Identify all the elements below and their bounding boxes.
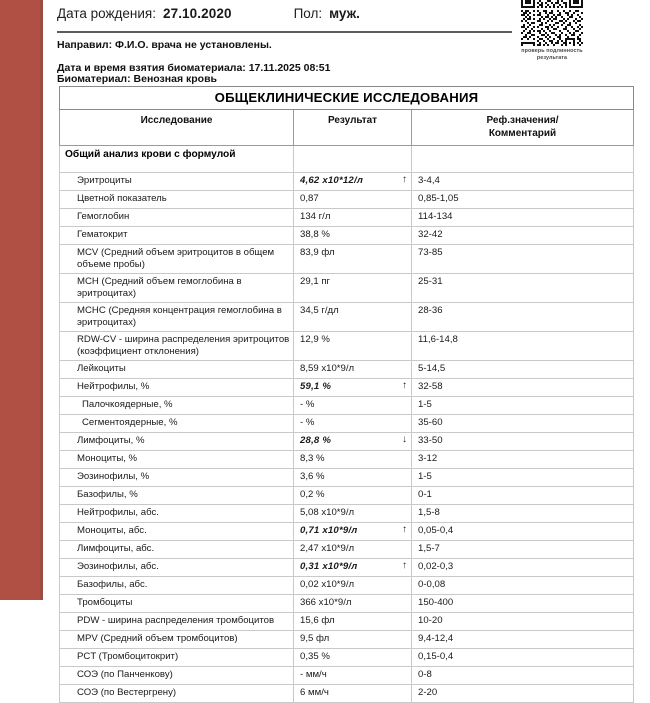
row-result-text: 4,62 x10*12/л (300, 175, 363, 186)
row-reference-range: 0-8 (412, 666, 634, 684)
row-reference-range: 28-36 (412, 302, 634, 331)
sample-type-line: Биоматериал: Венозная кровь (57, 73, 217, 85)
table-row (60, 648, 634, 666)
row-reference-range: 11,6-14,8 (412, 331, 634, 360)
column-header-result: Результат (294, 110, 412, 146)
qr-verification-block[interactable] (514, 0, 590, 63)
row-study-name: MCV (Средний объем эритроцитов в общем объеме пробы) (60, 245, 294, 274)
row-result-value (294, 594, 412, 612)
table-title-row (60, 87, 634, 110)
row-reference-range: 3-4,4 (412, 173, 634, 191)
row-result-text: 0,2 % (300, 488, 325, 500)
section-header-row (60, 146, 634, 173)
row-reference-range: 2-20 (412, 684, 634, 702)
row-study-name: Лейкоциты (60, 360, 294, 378)
table-row (60, 173, 634, 191)
row-study-name: Моноциты, абс. (60, 522, 294, 540)
table-row (60, 576, 634, 594)
patient-header-line (57, 6, 507, 21)
row-result-text: 38,8 % (300, 229, 330, 240)
row-result-value (294, 360, 412, 378)
section-header-label: Общий анализ крови с формулой (60, 146, 294, 173)
row-result-value (294, 486, 412, 504)
row-result-value (294, 378, 412, 396)
row-result-text: 0,31 x10*9/л (300, 560, 358, 572)
table-row (60, 209, 634, 227)
row-result-text: 0,02 x10*9/л (300, 578, 355, 590)
row-study-name: Моноциты, % (60, 450, 294, 468)
row-reference-range: 32-58 (412, 378, 634, 396)
table-row (60, 522, 634, 540)
row-result-text: 12,9 % (300, 333, 330, 345)
row-result-text: 8,3 % (300, 452, 325, 464)
row-result-value (294, 245, 412, 274)
row-result-text: - % (300, 398, 315, 410)
row-study-name: Лимфоциты, % (60, 432, 294, 450)
row-result-value (294, 648, 412, 666)
row-reference-range: 0,15-0,4 (412, 648, 634, 666)
qr-caption-line-1: проверь подлинность (521, 48, 583, 54)
table-row (60, 468, 634, 486)
arrow-down-icon: ↓ (402, 433, 407, 445)
row-study-name: Эозинофилы, % (60, 468, 294, 486)
referring-doctor-line: Направил: Ф.И.О. врача не установлены. (57, 39, 272, 51)
row-result-text: 83,9 фл (300, 247, 335, 258)
patient-header (57, 6, 507, 21)
row-result-text: 0,35 % (300, 650, 330, 662)
row-study-name: Гематокрит (60, 227, 294, 245)
report-content (43, 0, 650, 698)
arrow-up-icon: ↑ (402, 379, 407, 391)
row-study-name: Гемоглобин (60, 209, 294, 227)
column-header-study: Исследование (60, 110, 294, 146)
row-study-name: Базофилы, % (60, 486, 294, 504)
row-result-value (294, 666, 412, 684)
row-study-name: Цветной показатель (60, 191, 294, 209)
row-reference-range: 0-0,08 (412, 576, 634, 594)
row-result-text: - мм/ч (300, 668, 327, 680)
table-row (60, 302, 634, 331)
row-result-value (294, 540, 412, 558)
row-result-value (294, 209, 412, 227)
row-study-name: MCH (Средний объем гемоглобина в эритроцитах) (60, 273, 294, 302)
table-row (60, 666, 634, 684)
sex-label: Пол: (293, 6, 323, 21)
row-result-value (294, 227, 412, 245)
table-row (60, 432, 634, 450)
row-result-value (294, 414, 412, 432)
table-row (60, 273, 634, 302)
column-header-reference-line-1: Реф.значения/ (486, 115, 559, 126)
table-row (60, 396, 634, 414)
table-row (60, 191, 634, 209)
row-study-name: Лимфоциты, абс. (60, 540, 294, 558)
row-study-name: СОЭ (по Вестергрену) (60, 684, 294, 702)
row-result-value (294, 432, 412, 450)
table-row (60, 414, 634, 432)
row-reference-range: 10-20 (412, 612, 634, 630)
row-reference-range: 0,05-0,4 (412, 522, 634, 540)
arrow-up-icon: ↑ (402, 174, 407, 185)
row-reference-range: 0,02-0,3 (412, 558, 634, 576)
table-row (60, 331, 634, 360)
row-result-value (294, 558, 412, 576)
row-result-text: 9,5 фл (300, 632, 330, 644)
row-result-text: 3,6 % (300, 470, 325, 482)
results-table (59, 86, 634, 703)
row-study-name: Эозинофилы, абс. (60, 558, 294, 576)
table-row (60, 504, 634, 522)
row-reference-range: 1-5 (412, 468, 634, 486)
column-header-reference (412, 110, 634, 146)
table-row (60, 630, 634, 648)
row-study-name: PDW - ширина распределения тромбоцитов (60, 612, 294, 630)
table-title: ОБЩЕКЛИНИЧЕСКИЕ ИССЛЕДОВАНИЯ (60, 87, 634, 110)
dob-label: Дата рождения: (57, 6, 156, 21)
row-result-value (294, 191, 412, 209)
table-row (60, 684, 634, 702)
qr-caption-line-2: результата (536, 55, 568, 62)
table-row (60, 594, 634, 612)
row-study-name: MPV (Средний объем тромбоцитов) (60, 630, 294, 648)
row-result-text: 8,59 x10*9/л (300, 362, 355, 374)
row-reference-range: 0,85-1,05 (412, 191, 634, 209)
row-reference-range: 150-400 (412, 594, 634, 612)
row-study-name: Эритроциты (60, 173, 294, 191)
row-study-name: Нейтрофилы, % (60, 378, 294, 396)
row-reference-range: 35-60 (412, 414, 634, 432)
row-study-name: Палочкоядерные, % (60, 396, 294, 414)
row-reference-range: 3-12 (412, 450, 634, 468)
row-reference-range: 32-42 (412, 227, 634, 245)
table-row (60, 378, 634, 396)
row-result-text: 6 мм/ч (300, 686, 329, 698)
row-result-value (294, 331, 412, 360)
row-result-value (294, 504, 412, 522)
row-study-name: Нейтрофилы, абс. (60, 504, 294, 522)
row-result-value (294, 576, 412, 594)
table-row (60, 245, 634, 274)
row-reference-range: 1-5 (412, 396, 634, 414)
row-result-value (294, 468, 412, 486)
table-row (60, 486, 634, 504)
row-result-text: 134 г/л (300, 211, 331, 222)
qr-caption (514, 48, 590, 63)
column-header-reference-line-2: Комментарий (488, 127, 557, 139)
row-result-value (294, 273, 412, 302)
row-result-text: 5,08 x10*9/л (300, 506, 355, 518)
row-result-text: - % (300, 416, 315, 428)
row-reference-range: 25-31 (412, 273, 634, 302)
row-result-text: 28,8 % (300, 434, 332, 446)
row-study-name: PCT (Тромбоцитокрит) (60, 648, 294, 666)
row-study-name: Сегментоядерные, % (60, 414, 294, 432)
table-row (60, 450, 634, 468)
sex-value: муж. (329, 6, 360, 21)
row-result-text: 2,47 x10*9/л (300, 542, 355, 554)
sample-datetime-line: Дата и время взятия биоматериала: 17.11.2025 08:51 (57, 62, 331, 74)
row-study-name: MCHC (Средняя концентрация гемоглобина в эритроцитах) (60, 302, 294, 331)
row-reference-range: 1,5-8 (412, 504, 634, 522)
row-result-value (294, 612, 412, 630)
row-study-name: СОЭ (по Панченкову) (60, 666, 294, 684)
row-result-value (294, 522, 412, 540)
row-result-value (294, 173, 412, 191)
row-result-text: 29,1 пг (300, 275, 331, 287)
row-study-name: Тромбоциты (60, 594, 294, 612)
row-reference-range: 0-1 (412, 486, 634, 504)
row-reference-range: 5-14,5 (412, 360, 634, 378)
row-result-text: 34,5 г/дл (300, 304, 339, 316)
table-row (60, 360, 634, 378)
row-result-value (294, 302, 412, 331)
row-result-text: 366 x10*9/л (300, 596, 352, 608)
row-reference-range: 73-85 (412, 245, 634, 274)
row-reference-range: 1,5-7 (412, 540, 634, 558)
row-result-value (294, 630, 412, 648)
dob-value: 27.10.2020 (162, 6, 232, 21)
header-divider-rule (57, 31, 512, 33)
section-header-ref-blank (412, 146, 634, 173)
results-table-wrapper (59, 86, 633, 703)
arrow-up-icon: ↑ (402, 559, 407, 571)
row-study-name: Базофилы, абс. (60, 576, 294, 594)
red-sidebar-stripe (0, 0, 40, 600)
arrow-up-icon: ↑ (402, 523, 407, 535)
row-result-value (294, 450, 412, 468)
section-header-result-blank (294, 146, 412, 173)
results-table-body (60, 87, 634, 703)
row-result-text: 15,6 фл (300, 614, 335, 626)
table-row (60, 612, 634, 630)
row-result-value (294, 684, 412, 702)
row-result-text: 59,1 % (300, 380, 332, 392)
row-reference-range: 9,4-12,4 (412, 630, 634, 648)
row-reference-range: 114-134 (412, 209, 634, 227)
row-result-text: 0,71 x10*9/л (300, 524, 358, 536)
row-study-name: RDW-CV - ширина распределения эритроцитов (коэффициент отклонения) (60, 331, 294, 360)
qr-code-icon[interactable] (521, 0, 583, 46)
table-row (60, 540, 634, 558)
table-row (60, 558, 634, 576)
row-reference-range: 33-50 (412, 432, 634, 450)
table-header-row (60, 110, 634, 146)
row-result-text: 0,87 (300, 193, 319, 204)
table-row (60, 227, 634, 245)
row-result-value (294, 396, 412, 414)
